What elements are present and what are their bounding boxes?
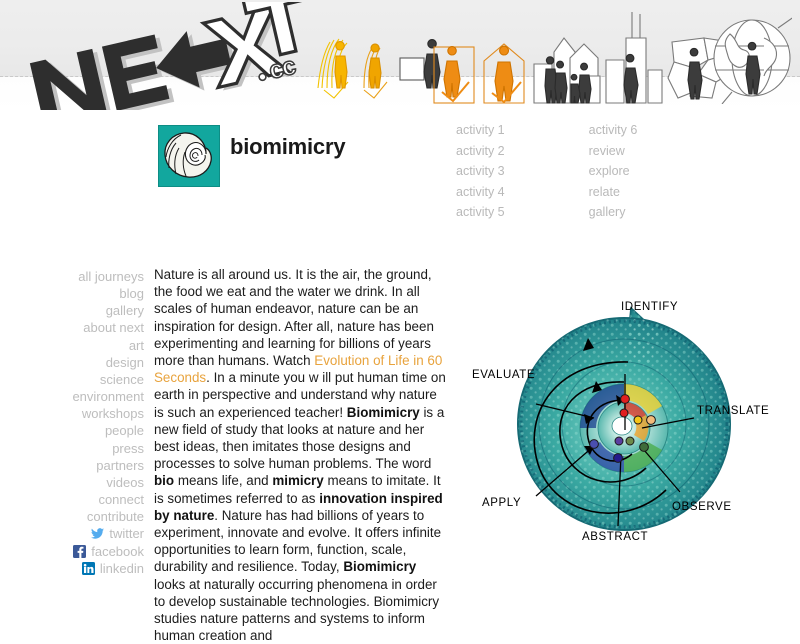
svg-text:cc: cc [266,51,298,85]
body-text-5: means to imitate. It is sometimes referred to as [154,473,441,506]
activity-link-2[interactable]: activity 2 [456,143,505,158]
sidebar-item-linkedin[interactable] [0,560,144,577]
body-bold-biomimicry-1: Biomimicry [346,404,420,420]
body-text-1: Nature is all around us. It is the air, the ground, the food we eat and the water we drink. In all scales of human endeavor, nature can be an inspiration for design. After all, nature has been experimenting and learning for billions of years more than humans. Watch [154,267,434,369]
activity-link-explore[interactable]: explore [588,164,630,179]
activity-link-4[interactable]: activity 4 [456,184,505,199]
sidebar-item-environment[interactable]: environment [72,389,144,405]
sidebar-item-videos[interactable]: videos [106,474,144,490]
diagram-label-apply: APPLY [482,497,522,509]
scale-figures-banner [312,8,792,104]
activity-link-1[interactable]: activity 1 [456,123,505,137]
sidebar-item-facebook[interactable] [0,543,144,560]
body-bold-innovation: innovation inspired by nature [154,490,443,523]
sidebar-item-science[interactable]: science [99,371,144,387]
sidebar-item-partners[interactable]: partners [96,457,144,473]
linkedin-in-icon [82,562,95,575]
diagram-label-identify: IDENTIFY [621,301,679,313]
activity-link-5[interactable]: activity 5 [456,205,505,220]
site-header [0,0,800,110]
body-text-3: is a new field of study that looks at nature and her best ideas, then imitates those designs and processes to solve human problems. The word [154,404,445,472]
page-title: biomimicry [230,134,346,159]
activity-menu-column-left [456,120,505,223]
activity-link-relate[interactable]: relate [588,184,620,199]
evolution-of-life-link[interactable]: Evolution of Life in 60 Seconds [154,353,443,386]
body-text-7: looks at naturally occurring phenomena in order to develop sustainable technologies. Biomimicry studies nature patterns and systems to inform human creation and [154,576,440,644]
facebook-f-icon [73,545,86,558]
article-body [154,266,448,644]
sidebar-item-linkedin-label: linkedin [99,560,144,576]
sidebar-item-about-next[interactable]: about next [83,320,144,336]
sidebar-item-press[interactable]: press [112,440,144,456]
activity-link-review[interactable]: review [588,143,625,158]
body-text-6: . Nature has had billions of years to experiment, innovate and evolve. It offers infinite opportunities to learn form, function, scale, durability and resilience. Today, [154,507,442,575]
body-text-4: means life, and [174,473,273,489]
activity-menu-column-right [589,120,638,223]
body-bold-bio: bio [154,473,175,489]
sidebar-item-contribute[interactable]: contribute [86,509,144,525]
diagram-label-abstract: ABSTRACT [582,531,649,543]
diagram-label-evaluate: EVALUATE [472,369,536,381]
sidebar-item-art[interactable]: art [128,337,144,353]
body-bold-biomimicry-2: Biomimicry [343,559,417,575]
sidebar-item-blog[interactable]: blog [119,286,144,302]
sidebar-item-workshops[interactable]: workshops [81,406,144,422]
site-logo[interactable] [18,2,318,110]
twitter-bird-icon [91,528,104,540]
sidebar-item-twitter[interactable] [0,525,144,542]
activity-link-3[interactable]: activity 3 [456,164,505,179]
sidebar-item-twitter-label: twitter [109,526,144,542]
activity-menu [456,120,756,223]
sidebar-item-facebook-label: facebook [91,543,144,559]
sidebar-item-all-journeys[interactable]: all journeys [78,269,144,284]
nautilus-shell-icon[interactable] [158,125,220,187]
sidebar-item-people[interactable]: people [104,423,144,439]
diagram-label-translate: TRANSLATE [697,405,770,417]
activity-link-gallery[interactable]: gallery [588,205,626,220]
sidebar-item-connect[interactable]: connect [98,492,144,508]
body-bold-mimicry: mimicry [272,473,324,489]
activity-link-6[interactable]: activity 6 [588,123,638,137]
diagram-label-observe: OBSERVE [672,501,732,513]
body-text-2: . In a minute you w ill put human time on earth in perspective and understand why nature is such an experienced teacher! [154,370,446,420]
sidebar-item-design[interactable]: design [105,354,144,370]
sidebar-navigation [0,268,148,577]
biomimicry-spiral-diagram [466,278,796,568]
sidebar-item-gallery[interactable]: gallery [105,303,144,319]
